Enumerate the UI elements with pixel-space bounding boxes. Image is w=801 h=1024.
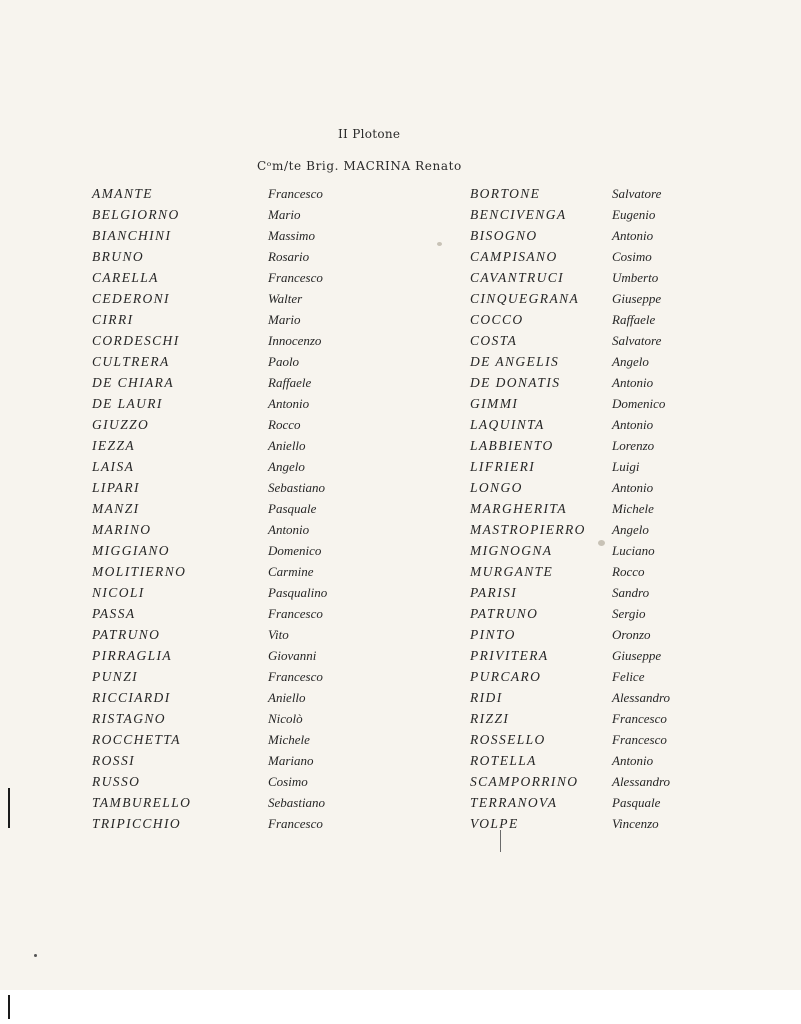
surname: LABBIENTO [470,438,554,453]
first-name: Sebastiano [268,795,326,810]
surname: VOLPE [470,816,519,831]
first-name: Mariano [268,753,314,768]
surname: GIUZZO [92,417,150,432]
first-name: Carmine [268,564,314,579]
first-name: Michele [612,501,654,516]
first-name: Alessandro [612,690,671,705]
first-name: Cosimo [612,249,652,264]
first-name: Sebastiano [268,480,326,495]
first-name: Angelo [612,522,649,537]
first-name: Raffaele [612,312,656,327]
surname: DE LAURI [92,396,163,411]
first-name: Pasqualino [268,585,328,600]
surname: CAMPISANO [470,249,558,264]
surname: MANZI [92,501,140,516]
surname: PRIVITERA [470,648,549,663]
surname: CEDERONI [92,291,170,306]
first-name: Pasquale [612,795,661,810]
surname: RUSSO [92,774,141,789]
first-name: Oronzo [612,627,651,642]
surname: CULTRERA [92,354,170,369]
first-name: Francesco [268,186,323,201]
surname: ROTELLA [470,753,537,768]
surname: IEZZA [92,438,136,453]
first-name: Giuseppe [612,648,662,663]
surname: MIGGIANO [92,543,170,558]
first-name: Cosimo [268,774,308,789]
surname: SCAMPORRINO [470,774,579,789]
paper-speck [34,954,37,957]
first-name: Innocenzo [268,333,322,348]
surname: LIPARI [92,480,140,495]
first-name: Aniello [268,438,306,453]
surname: CINQUEGRANA [470,291,580,306]
surname: PUNZI [92,669,139,684]
first-name: Angelo [268,459,305,474]
paper-speck [598,540,605,546]
first-name: Vincenzo [612,816,659,831]
surname: CAVANTRUCI [470,270,565,285]
surname: GIMMI [470,396,519,411]
first-name: Antonio [612,753,654,768]
first-name: Walter [268,291,303,306]
surname: LAISA [92,459,135,474]
surname: RIDI [470,690,503,705]
first-name: Domenico [612,396,666,411]
first-name: Rocco [268,417,301,432]
first-name: Sandro [612,585,650,600]
first-name: Antonio [612,480,654,495]
surname: PARISI [470,585,518,600]
first-name: Antonio [612,375,654,390]
surname: TRIPICCHIO [92,816,181,831]
surname: CIRRI [92,312,134,327]
surname: RISTAGNO [92,711,166,726]
scan-edge-mark [8,788,10,828]
first-name: Francesco [268,606,323,621]
surname: PATRUNO [470,606,539,621]
first-name: Pasquale [268,501,317,516]
surname: DE CHIARA [92,375,174,390]
surname: MARGHERITA [470,501,567,516]
first-name: Nicolò [268,711,303,726]
paper-speck [437,242,442,246]
surname: LONGO [470,480,523,495]
first-name: Felice [612,669,645,684]
surname: ROSSI [92,753,135,768]
first-name: Aniello [268,690,306,705]
surname: BIANCHINI [92,228,172,243]
page-title: II Plotone [338,127,401,141]
first-name: Angelo [612,354,649,369]
first-name: Francesco [268,669,323,684]
surname: MURGANTE [470,564,554,579]
surname: NICOLI [92,585,145,600]
surname: MASTROPIERRO [470,522,586,537]
surname: RICCIARDI [92,690,171,705]
surname: CARELLA [92,270,159,285]
first-name: Francesco [268,270,323,285]
first-name: Raffaele [268,375,312,390]
first-name: Michele [268,732,310,747]
first-name: Alessandro [612,774,671,789]
surname: BORTONE [470,186,541,201]
first-name: Francesco [612,732,667,747]
commander-line: Cᵒm/te Brig. MACRINA Renato [257,159,462,173]
surname: PURCARO [470,669,542,684]
first-name: Rocco [612,564,645,579]
first-name: Antonio [268,522,310,537]
surname: COCCO [470,312,524,327]
first-name: Salvatore [612,333,662,348]
surname: PINTO [470,627,516,642]
surname: CORDESCHI [92,333,180,348]
surname: MARINO [92,522,152,537]
surname: PATRUNO [92,627,161,642]
scan-edge-mark [8,995,10,1019]
surname: MOLITIERNO [92,564,187,579]
first-name: Giuseppe [612,291,662,306]
surname: TERRANOVA [470,795,558,810]
first-name: Antonio [612,228,654,243]
first-name: Antonio [612,417,654,432]
first-name: Mario [268,312,301,327]
first-name: Eugenio [612,207,656,222]
first-name: Massimo [268,228,315,243]
first-name: Salvatore [612,186,662,201]
surname: MIGNOGNA [470,543,553,558]
surname: PIRRAGLIA [92,648,173,663]
first-name: Luciano [612,543,655,558]
surname: PASSA [92,606,136,621]
surname: TAMBURELLO [92,795,192,810]
surname: LAQUINTA [470,417,545,432]
surname: AMANTE [92,186,153,201]
first-name: Francesco [612,711,667,726]
first-name: Umberto [612,270,659,285]
surname: COSTA [470,333,518,348]
scan-margin [0,990,801,1024]
first-name: Rosario [268,249,310,264]
first-name: Francesco [268,816,323,831]
first-name: Luigi [612,459,640,474]
first-name: Sergio [612,606,646,621]
first-name: Lorenzo [612,438,655,453]
surname: LIFRIERI [470,459,536,474]
surname: BRUNO [92,249,144,264]
surname: ROSSELLO [470,732,546,747]
surname: BENCIVENGA [470,207,567,222]
first-name: Vito [268,627,289,642]
first-name: Antonio [268,396,310,411]
surname: ROCCHETTA [92,732,181,747]
surname: BELGIORNO [92,207,180,222]
surname: RIZZI [470,711,510,726]
surname: DE ANGELIS [470,354,560,369]
surname: BISOGNO [470,228,538,243]
first-name: Domenico [268,543,322,558]
first-name: Giovanni [268,648,317,663]
first-name: Mario [268,207,301,222]
first-name: Paolo [268,354,300,369]
surname: DE DONATIS [470,375,561,390]
